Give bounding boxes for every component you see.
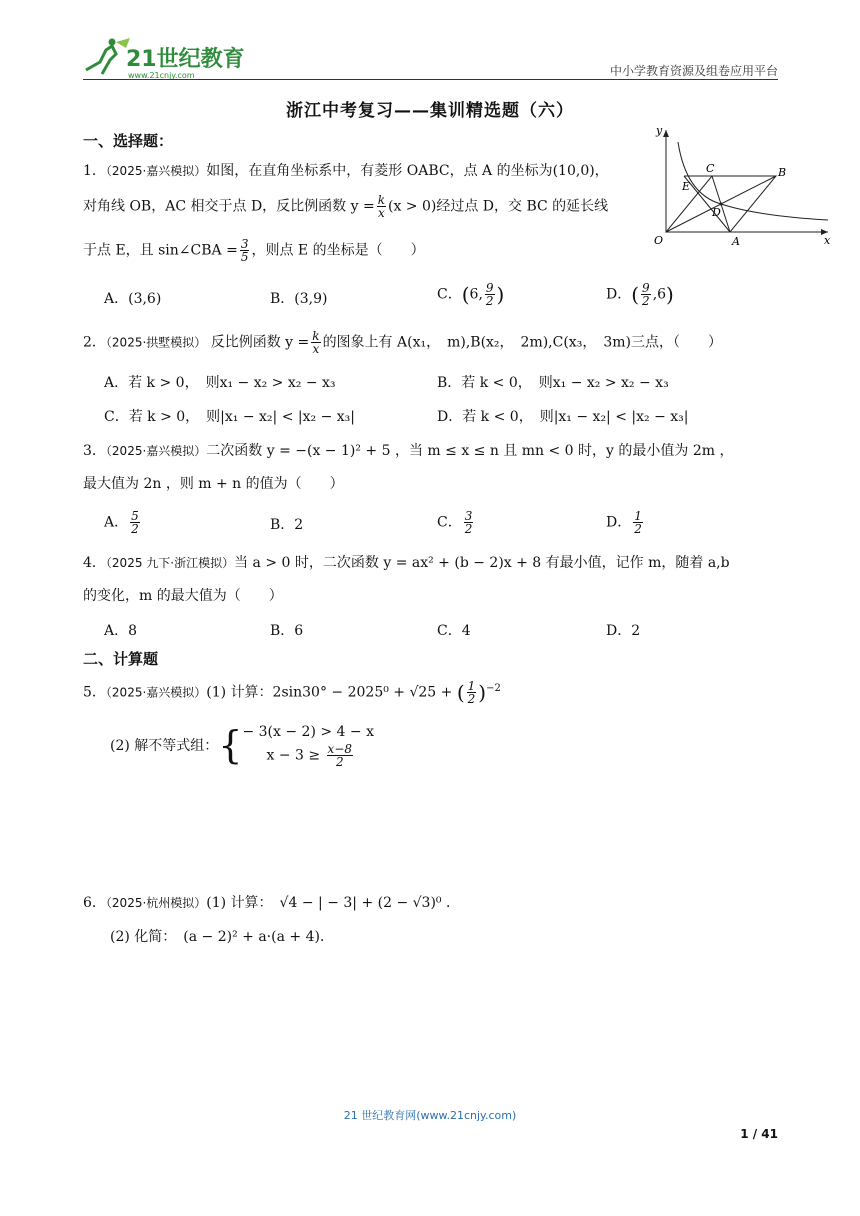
q5-part1: 5．（2025·嘉兴模拟）(1) 计算：2sin30° − 2025⁰ + √25 + ( $\frac{1}{2}$ )$^{-2}$ <box>83 679 501 706</box>
svg-text:O: O <box>654 234 664 247</box>
q1-option-a: A．(3,6) <box>104 291 162 307</box>
q2-option-b: B．若 k < 0， 则x₁ − x₂ > x₂ − x₃ <box>437 375 669 391</box>
platform-name: 中小学教育资源及组卷应用平台 <box>609 64 778 78</box>
q4-option-a: A．8 <box>104 623 138 639</box>
q4-option-c: C．4 <box>437 623 471 639</box>
page-title: 浙江中考复习——集训精选题（六） <box>286 101 574 121</box>
q6-part1: 6．（2025·杭州模拟）(1) 计算： √4 − | − 3| + (2 − √3)⁰ ． <box>83 895 460 911</box>
q4-line1: 4．（2025 九下·浙江模拟）当 a > 0 时，二次函数 y = ax² + (b − 2)x + 8 有最小值，记作 m，随着 a,b <box>83 555 730 571</box>
q5-part2: (2) 解不等式组：{ − 3(x − 2) > 4 − x x − 3 ≥ $\frac{x-8}{2}$ <box>110 723 374 769</box>
q1-option-b: B．(3,9) <box>270 291 328 307</box>
logo-runner-icon <box>82 36 252 80</box>
q3-option-a: A． $\frac{5}{2}$ <box>104 509 139 536</box>
svg-text:D: D <box>712 206 721 219</box>
q6-part2: (2) 化简： (a − 2)² + a·(a + 4)． <box>110 929 334 945</box>
q1-line3: 于点 E，且 sin∠CBA = $\frac{3}{5}$ ，则点 E 的坐标是（ ） <box>83 237 425 264</box>
q4-option-d: D．2 <box>606 623 641 639</box>
q4-option-b: B．6 <box>270 623 304 639</box>
q3-option-d: D． $\frac{1}{2}$ <box>606 509 642 536</box>
svg-text:y: y <box>656 124 663 137</box>
q3-option-b: B．2 <box>270 517 304 533</box>
q3-line1: 3．（2025·嘉兴模拟）二次函数 y = −(x − 1)² + 5 ，当 m ≤ x ≤ n 且 mn < 0 时，y 的最小值为 2m ， <box>83 443 734 459</box>
header-divider <box>83 79 778 80</box>
site-logo <box>82 36 252 84</box>
svg-text:x: x <box>824 234 831 247</box>
page-number: 1 / 41 <box>740 1127 778 1141</box>
q1-option-c: C．(6, $\frac{9}{2}$ ) <box>437 281 505 308</box>
svg-text:A: A <box>732 235 740 248</box>
svg-text:B: B <box>778 166 787 179</box>
q3-option-c: C． $\frac{3}{2}$ <box>437 509 473 536</box>
svg-text:E: E <box>682 180 691 193</box>
q1-line2: 对角线 OB，AC 相交于点 D，反比例函数 y = $\frac{k}{x}$ (x > 0)经过点 D，交 BC 的延长线 <box>83 193 609 220</box>
q2-option-c: C．若 k > 0， 则|x₁ − x₂| < |x₂ − x₃| <box>104 409 355 425</box>
rhombus-figure <box>648 124 834 252</box>
svg-text:C: C <box>706 162 715 175</box>
section-calc-heading: 二、计算题 <box>83 650 159 668</box>
svg-text:21世纪教育: 21世纪教育 <box>126 47 245 72</box>
footer-link[interactable]: 21 世纪教育网(www.21cnjy.com) <box>343 1109 517 1122</box>
q4-line2: 的变化，m 的最大值为（ ） <box>83 588 283 604</box>
q1-line1: 1．（2025·嘉兴模拟）如图，在直角坐标系中，有菱形 OABC，点 A 的坐标为(10,0)， <box>83 163 609 179</box>
section-choice-heading: 一、选择题： <box>83 132 174 150</box>
q1-option-d: D．( $\frac{9}{2}$ ,6) <box>606 281 674 308</box>
q2-option-d: D．若 k < 0， 则|x₁ − x₂| < |x₂ − x₃| <box>437 409 689 425</box>
svg-text:www.21cnjy.com: www.21cnjy.com <box>128 71 195 80</box>
q2-option-a: A．若 k > 0， 则x₁ − x₂ > x₂ − x₃ <box>104 375 336 391</box>
q2-stem: 2．（2025·拱墅模拟） 反比例函数 y = $\frac{k}{x}$ 的图象上有 A(x₁， m),B(x₂， 2m),C(x₃， 3m)三点，（ ） <box>83 329 722 356</box>
q3-line2: 最大值为 2n ，则 m + n 的值为（ ） <box>83 476 344 492</box>
